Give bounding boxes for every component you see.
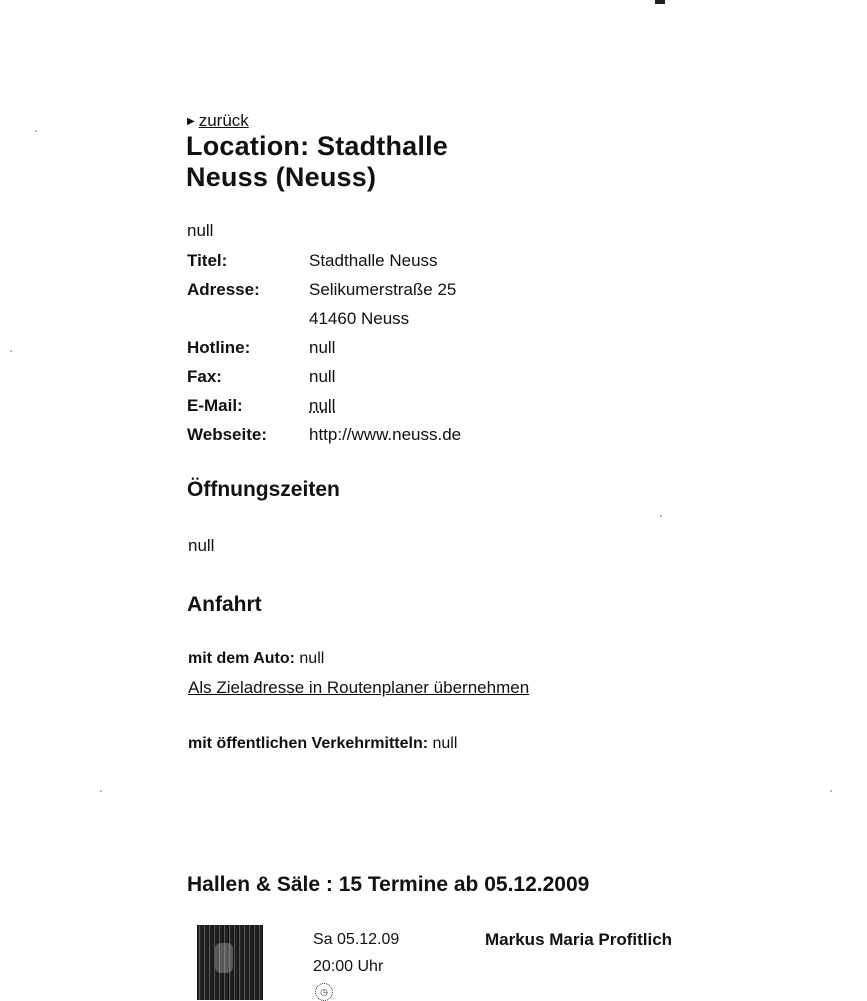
car-label: mit dem Auto:	[188, 650, 295, 667]
info-label: E-Mail:	[187, 395, 243, 415]
event-title[interactable]: Markus Maria Profitlich	[485, 930, 673, 949]
info-row-fax	[185, 362, 461, 391]
opening-hours-heading: Öffnungszeiten	[187, 478, 340, 501]
page-title-line1: Location: Stadthalle	[186, 131, 449, 161]
public-transport-label: mit öffentlichen Verkehrmitteln:	[188, 735, 429, 752]
info-row-website	[185, 420, 461, 449]
public-transport-value: null	[432, 735, 458, 752]
route-planner-link[interactable]: Als Zieladresse in Routenplaner übernehmen	[188, 678, 530, 697]
scan-speck	[100, 790, 102, 792]
scan-speck	[830, 790, 832, 792]
info-value: null	[309, 366, 336, 386]
car-value: null	[299, 650, 325, 667]
directions-car	[188, 650, 324, 668]
scan-mark	[655, 0, 665, 4]
page-title	[186, 131, 448, 193]
location-description: null	[187, 221, 214, 240]
info-label: Fax:	[187, 366, 222, 386]
info-row-address	[185, 275, 461, 304]
info-value: Stadthalle Neuss	[309, 250, 438, 270]
scan-speck	[10, 350, 12, 352]
scan-speck	[35, 130, 37, 132]
clock-icon: ◷	[315, 983, 333, 1001]
back-link-row	[187, 111, 249, 131]
back-link[interactable]: zurück	[198, 111, 249, 130]
location-info-table	[185, 246, 461, 449]
info-row-email	[185, 391, 461, 420]
email-link[interactable]: null	[309, 395, 336, 415]
info-value: 41460 Neuss	[309, 308, 410, 328]
event-date: Sa 05.12.09	[313, 931, 400, 948]
website-value: http://www.neuss.de	[309, 424, 462, 444]
events-heading: Hallen & Säle : 15 Termine ab 05.12.2009	[187, 873, 590, 896]
event-thumbnail[interactable]	[197, 925, 263, 1000]
info-value: null	[309, 337, 336, 357]
info-value: Selikumerstraße 25	[309, 279, 457, 299]
info-row-hotline	[185, 333, 461, 362]
directions-heading: Anfahrt	[187, 593, 262, 616]
info-label: Titel:	[187, 250, 228, 270]
arrow-right-icon: ▶	[187, 116, 195, 127]
directions-public-transport	[188, 735, 457, 753]
info-row-address-city	[185, 304, 461, 333]
info-label: Adresse:	[187, 279, 260, 299]
event-time: 20:00 Uhr	[313, 958, 384, 975]
info-row-title	[185, 246, 461, 275]
page-title-line2: Neuss (Neuss)	[186, 162, 377, 192]
info-label: Hotline:	[187, 337, 251, 357]
scan-speck	[660, 515, 662, 517]
info-label	[185, 304, 309, 333]
info-label: Webseite:	[187, 424, 267, 444]
opening-hours-value: null	[188, 536, 215, 555]
